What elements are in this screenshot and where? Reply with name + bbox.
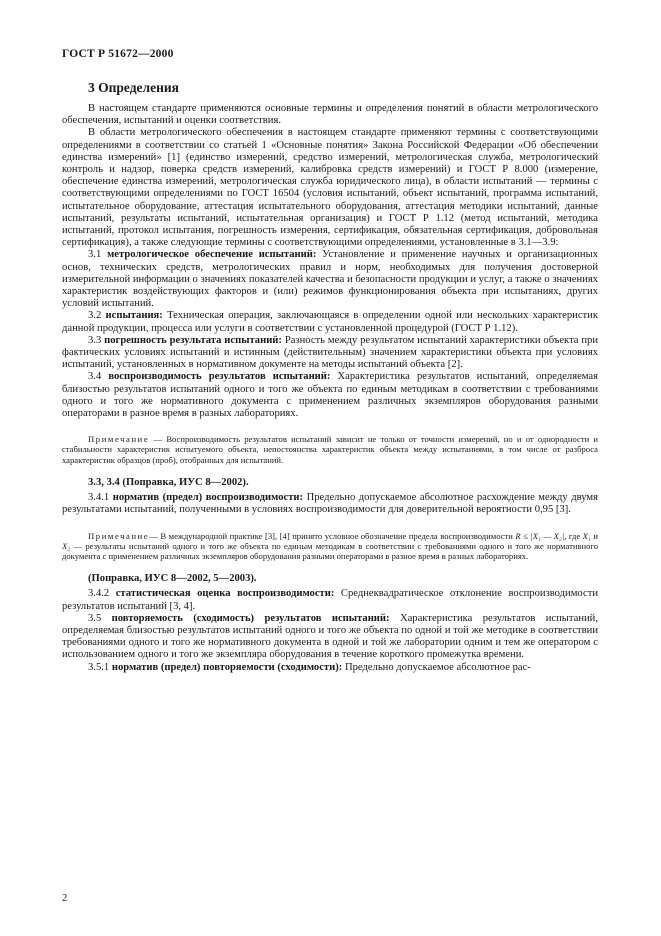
definition-3-4-2 [62, 588, 598, 612]
term: норматив (предел) воспроизводимости: [112, 492, 304, 504]
note-text: — В международной практике [3], [4] принято условное обозначение предела воспроизводимости [149, 530, 516, 541]
definition-text: Установление и применение научных и организационных основ, технических средств, метрологических правил и норм, необходимых для получения достоверной измерительной информации о значениях показателей качества и безопасности продукции и услуг, а также о значениях характеристик воздействующих факторов и (или) режимов функционирования объекта при испытаниях, других условий испытаний. [62, 249, 598, 310]
definition-text: Предельно допускаемое абсолютное рас- [344, 661, 531, 673]
variable-x2: X₂ [62, 540, 71, 551]
clause-number: 3.4.1 [88, 492, 110, 504]
note-1 [62, 434, 598, 465]
term: испытания: [105, 310, 163, 322]
definition-3-4-1 [62, 492, 598, 516]
definition-3-5 [62, 613, 598, 662]
note-text: и [590, 530, 598, 541]
note-text: — результаты испытаний одного и того же объекта по единым методикам в соответствии с требованиями одного и того же нормативного документа с применением различных экземпляров оборудования разными операторами в разное время в разных лабораториях. [62, 540, 598, 561]
note-text: — Воспроизводимость результатов испытаний зависит не только от точности измерений, но и от однородности и стабильности характеристик испытуемого объекта, непостоянства характеристик объекта между испытаниями, в том числе от разброса характеристик образцов (проб), отобранных для испытаний. [62, 434, 598, 465]
definition-text: Характеристика результатов испытаний, определяемая близостью результатов испытаний одного и того же объекта по единым методикам в соответствии с требованиями одного и того же нормативного документа с применением различных экземпляров оборудования разными операторами в разное время в разных лабораториях. [62, 371, 598, 420]
term: статистическая оценка воспроизводимости: [115, 588, 335, 600]
note-label: Примечание [88, 530, 150, 541]
definition-3-1 [62, 249, 598, 310]
definition-text: Техническая операция, заключающаяся в определении одной или нескольких характеристик данной продукции, процесса или услуги в соответствии с установленной процедурой (ГОСТ Р 1.12). [62, 310, 598, 334]
clause-number: 3.4.2 [88, 588, 110, 600]
section-title: 3 Определения [88, 80, 179, 95]
term: воспроизводимость результатов испытаний: [108, 371, 331, 383]
note-label: Примечание [88, 434, 150, 445]
term: повторяемость (сходимость) результатов испытаний: [111, 612, 390, 624]
clause-number: 3.3 [88, 334, 102, 346]
note-text: , где [564, 530, 583, 541]
standard-id: ГОСТ Р 51672—2000 [62, 48, 174, 60]
definition-text: Разность между результатом испытаний характеристики объекта при фактических условиях испытаний и истинным (действительным) значением характеристики объекта при условиях испытаний, установленных в нормативном документе на методы испытаний объекта [2]. [62, 334, 599, 371]
paragraph-intro: В настоящем стандарте применяются основные термины и определения понятий в области метрологического обеспечения, испытаний и оценки соответствия. [62, 103, 598, 127]
definition-3-5-1 [62, 662, 598, 674]
definition-3-3 [62, 335, 598, 372]
variable-x1: X₁ [582, 530, 591, 541]
document-body [62, 103, 598, 674]
definition-text: Характеристика результатов испытаний, определяемая близостью результатов испытаний одного и того же объекта по одной и той же методике в соответствии требованиями одного и того же нормативного документа в одной и той же лаборатории одним и тем же оператором с использованием одного и того же экземпляра оборудования в течение короткого промежутка времени. [62, 612, 599, 661]
definition-text: Предельно допускаемое абсолютное расхождение между двумя результатами испытаний, полученными в условиях воспроизводимости для доверительной вероятности 0,95 [3]. [62, 492, 598, 516]
term: погрешность результата испытаний: [104, 334, 282, 346]
term: метрологическое обеспечение испытаний: [107, 249, 317, 261]
amendment-1: 3.3, 3.4 (Поправка, ИУС 8—2002). [88, 476, 249, 488]
formula: R ≤ |X₁ — X₂| [515, 530, 565, 541]
clause-number: 3.5.1 [88, 661, 110, 673]
clause-number: 3.5 [88, 612, 102, 624]
amendment-2: (Поправка, ИУС 8—2002, 5—2003). [88, 573, 257, 585]
clause-number: 3.4 [88, 371, 102, 383]
definition-3-4 [62, 371, 598, 420]
note-2 [62, 531, 598, 562]
clause-number: 3.1 [88, 249, 102, 261]
page-number: 2 [62, 893, 68, 904]
definition-text: Среднеквадратическое отклонение воспроизводимости результатов испытаний [3, 4]. [62, 588, 598, 612]
clause-number: 3.2 [88, 310, 102, 322]
term: норматив (предел) повторяемости (сходимости): [111, 661, 343, 673]
definition-3-2 [62, 310, 598, 334]
paragraph-scope: В области метрологического обеспечения в настоящем стандарте применяют термины с соответствующими определениями в соответствии со статьей 1 «Основные понятия» Закона Российской Федерации «Об обеспечении единства измерений» [1] (единство измерений, средство измерений, метрологическая служба, метрологический контроль и надзор, поверка средств измерений, калибровка средств измерений) и ГОСТ Р 8.000 (измерение, обеспечение единства измерений, метрологическая служба юридического лица), в области испытаний — термины с соответствующими определениями по ГОСТ 16504 (условия испытаний, объект испытаний, программа испытаний, испытательное оборудование, аттестация испытательного оборудования, аттестация методики испытаний, данные испытаний, результаты испытаний, испытательная организация) и ГОСТ Р 1.12 (метод испытаний, методика испытаний, протокол испытания, погрешность измерения, сертификация, обязательная сертификация, добровольная сертификация), а также следующие термины с соответствующими определениями, установленные в 3.1—3.9: [62, 127, 598, 249]
